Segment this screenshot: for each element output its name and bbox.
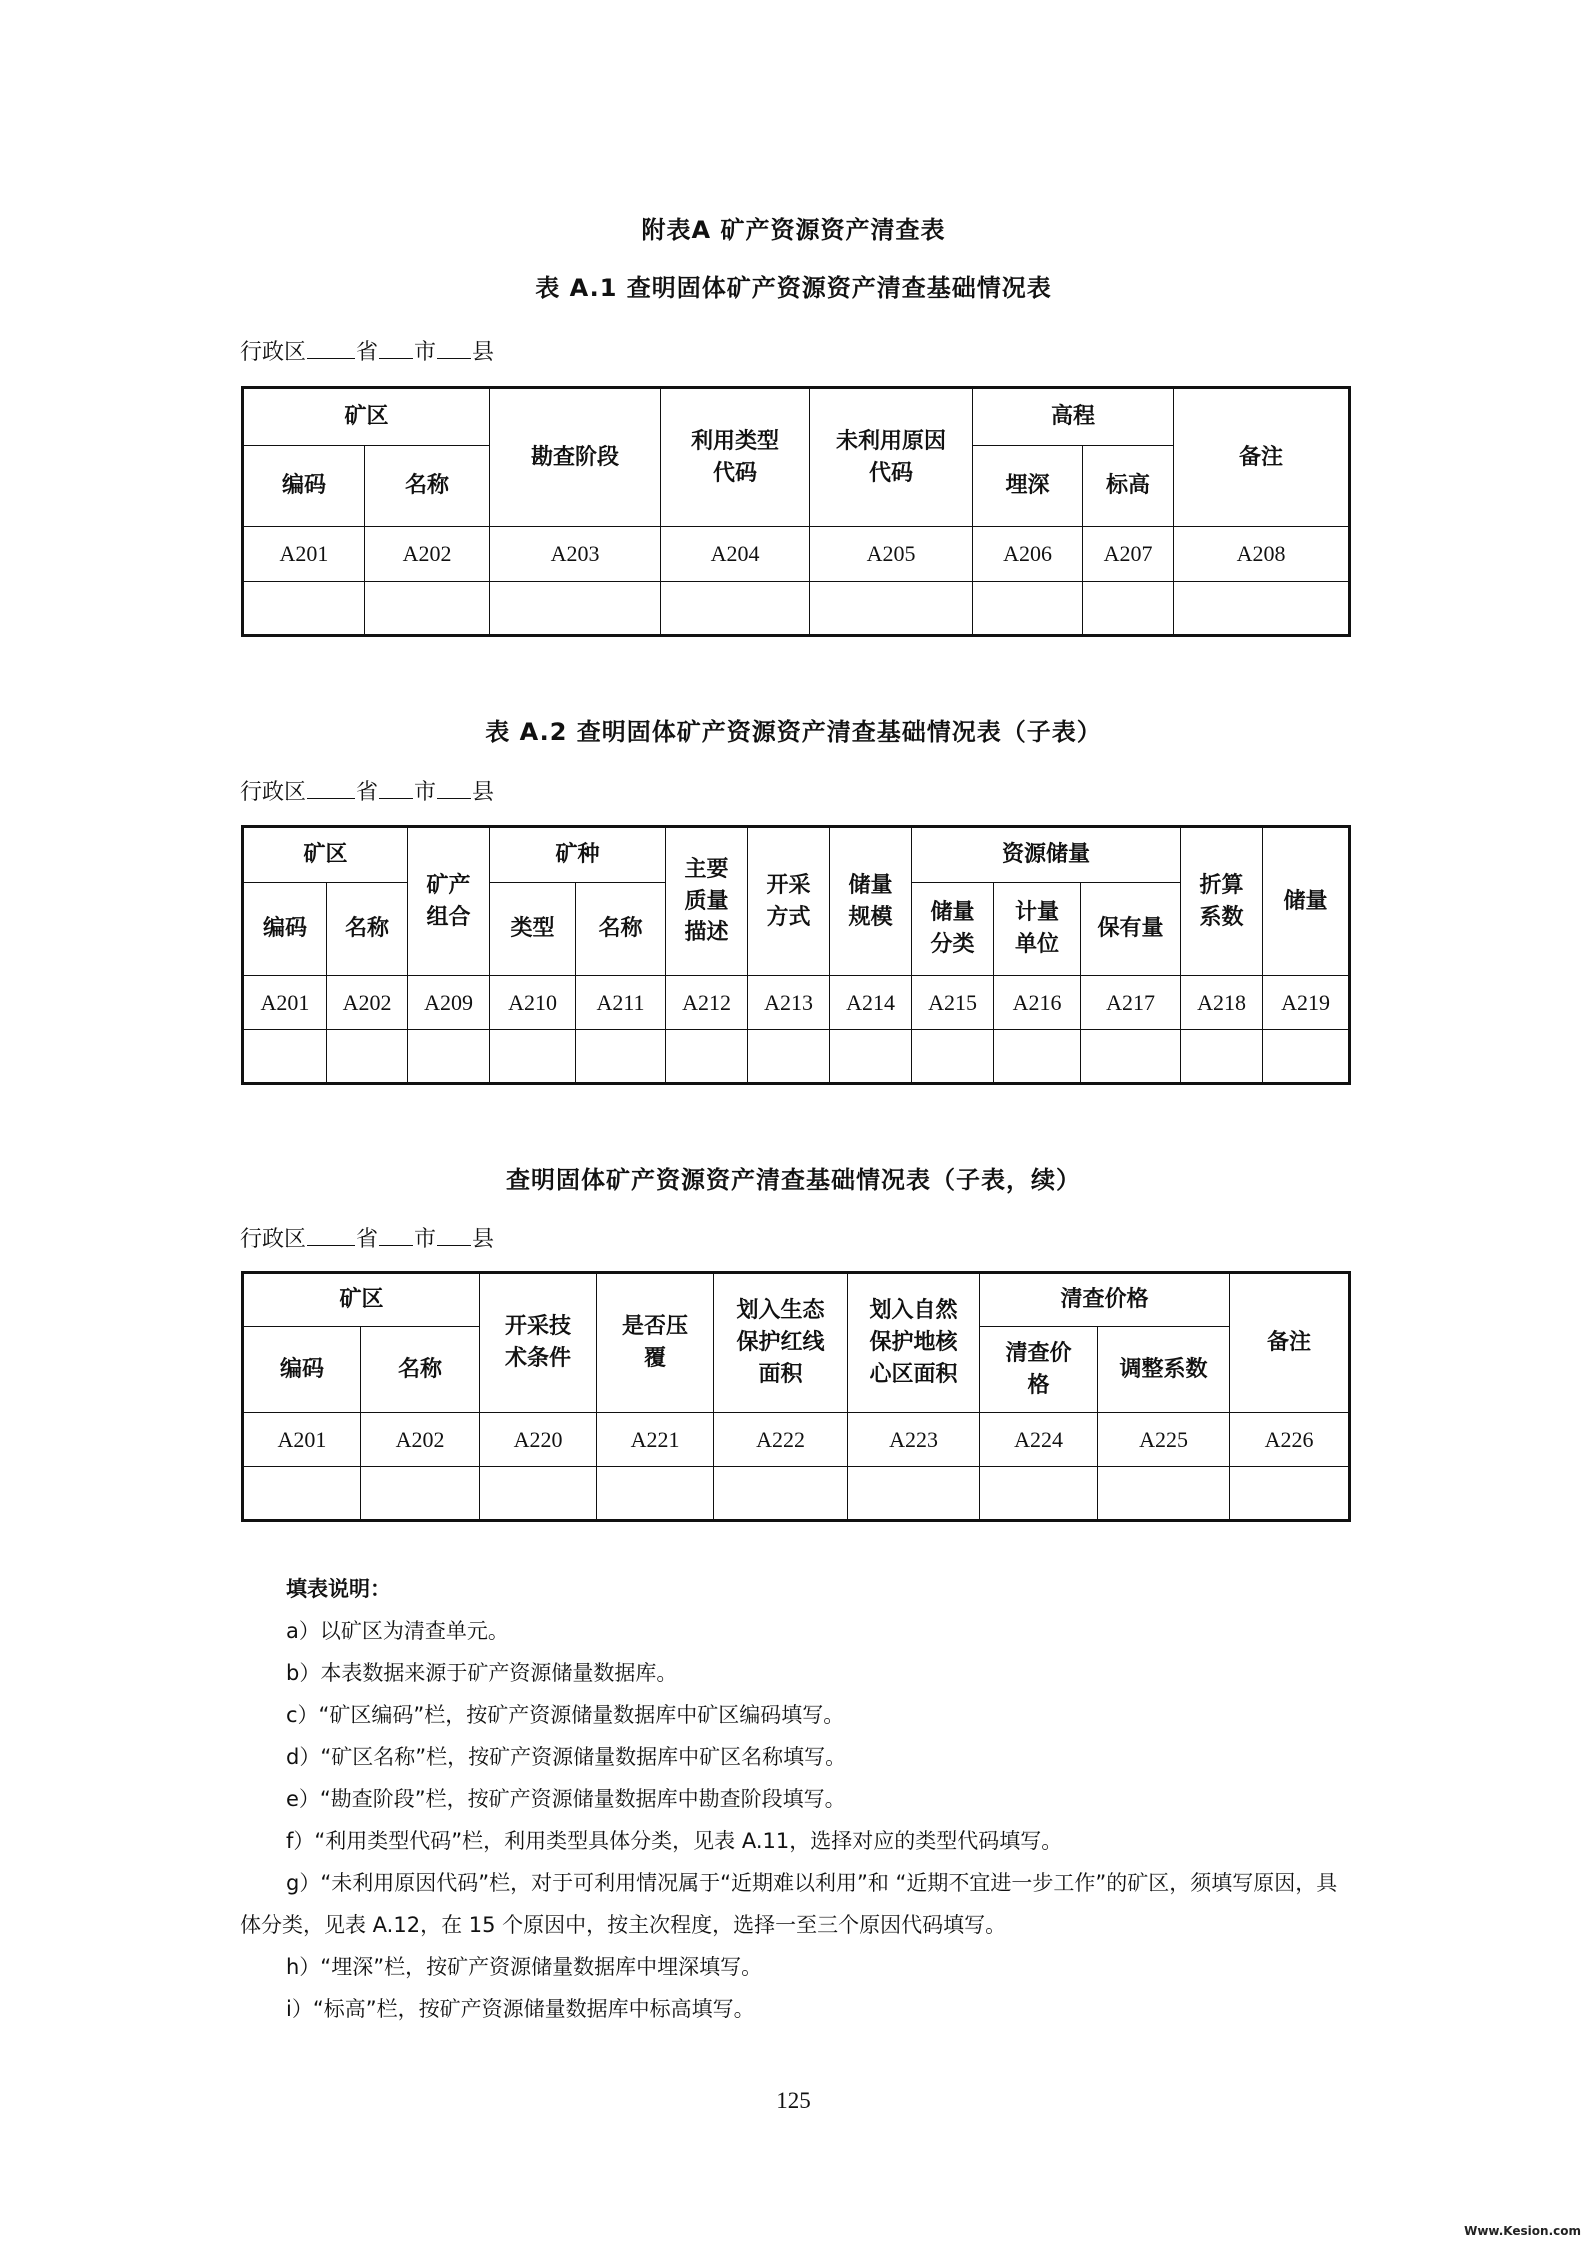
t2-code-cell: A210 bbox=[490, 976, 576, 1030]
province-label: 省 bbox=[356, 340, 379, 365]
t3-header-tiaozheng: 调整系数 bbox=[1098, 1327, 1230, 1413]
table1-title: 表 A.1 查明固体矿产资源资产清查基础情况表 bbox=[535, 274, 1052, 302]
t1-code-cell: A208 bbox=[1174, 527, 1350, 582]
t2-empty-cell[interactable] bbox=[408, 1030, 490, 1084]
t2-empty-cell[interactable] bbox=[748, 1030, 830, 1084]
t1-code-cell: A204 bbox=[661, 527, 810, 582]
table3-title: 查明固体矿产资源资产清查基础情况表（子表，续） bbox=[506, 1166, 1081, 1194]
t1-header-mingcheng: 名称 bbox=[365, 446, 490, 527]
t1-header-kancha: 勘查阶段 bbox=[490, 388, 661, 527]
note-item: d）“矿区名称”栏，按矿产资源储量数据库中矿区名称填写。 bbox=[286, 1745, 847, 1769]
t2-code-cell: A212 bbox=[666, 976, 748, 1030]
t3-header-bianma: 编码 bbox=[243, 1327, 361, 1413]
t1-empty-cell[interactable] bbox=[1174, 582, 1350, 636]
t3-code-cell: A220 bbox=[480, 1413, 597, 1467]
county-label: 县 bbox=[472, 1227, 495, 1252]
t2-empty-row bbox=[243, 1030, 1350, 1084]
t2-empty-cell[interactable] bbox=[1263, 1030, 1350, 1084]
city-blank bbox=[379, 778, 413, 799]
t1-code-cell: A201 bbox=[243, 527, 365, 582]
t3-empty-cell[interactable] bbox=[597, 1467, 714, 1521]
table2-title: 表 A.2 查明固体矿产资源资产清查基础情况表（子表） bbox=[485, 718, 1102, 746]
t1-code-cell: A203 bbox=[490, 527, 661, 582]
table2 bbox=[241, 825, 1351, 1085]
t3-code-cell: A223 bbox=[848, 1413, 980, 1467]
t3-empty-cell[interactable] bbox=[1230, 1467, 1350, 1521]
t2-code-cell: A218 bbox=[1181, 976, 1263, 1030]
t2-code-cell: A214 bbox=[830, 976, 912, 1030]
t3-header-beizhu: 备注 bbox=[1230, 1273, 1350, 1413]
t2-empty-cell[interactable] bbox=[243, 1030, 327, 1084]
t2-header-fenlei: 储量 分类 bbox=[912, 883, 994, 976]
t2-header-kaicai: 开采 方式 bbox=[748, 827, 830, 976]
t1-header-biaogao: 标高 bbox=[1083, 446, 1174, 527]
t2-code-cell: A201 bbox=[243, 976, 327, 1030]
t2-header-ziyuan: 资源储量 bbox=[912, 827, 1181, 883]
table3 bbox=[241, 1271, 1351, 1522]
county-label: 县 bbox=[472, 340, 495, 365]
t2-header-guimo: 储量 规模 bbox=[830, 827, 912, 976]
t1-empty-cell[interactable] bbox=[365, 582, 490, 636]
t2-code-cell: A213 bbox=[748, 976, 830, 1030]
t3-empty-cell[interactable] bbox=[980, 1467, 1098, 1521]
t2-empty-cell[interactable] bbox=[1081, 1030, 1181, 1084]
page-number: 125 bbox=[776, 2088, 811, 2113]
t1-empty-row bbox=[243, 582, 1350, 636]
t2-code-cell: A217 bbox=[1081, 976, 1181, 1030]
t2-code-cell: A211 bbox=[576, 976, 666, 1030]
province-label: 省 bbox=[356, 780, 379, 805]
t2-header-zhesuan: 折算 系数 bbox=[1181, 827, 1263, 976]
t2-header-kuangzhong: 矿种 bbox=[490, 827, 666, 883]
filling-instructions bbox=[240, 1568, 1350, 2030]
t2-code-cell: A209 bbox=[408, 976, 490, 1030]
t2-header-chuliang: 储量 bbox=[1263, 827, 1350, 976]
t1-code-cell: A207 bbox=[1083, 527, 1174, 582]
t3-header-kuangqu: 矿区 bbox=[243, 1273, 480, 1327]
city-label: 市 bbox=[414, 780, 437, 805]
note-item: h）“埋深”栏，按矿产资源储量数据库中埋深填写。 bbox=[286, 1955, 763, 1979]
city-label: 市 bbox=[414, 1227, 437, 1252]
t1-code-cell: A206 bbox=[973, 527, 1083, 582]
watermark: Www.Kesion.com bbox=[1464, 2224, 1581, 2238]
t3-code-cell: A225 bbox=[1098, 1413, 1230, 1467]
city-blank bbox=[379, 1225, 413, 1246]
t2-empty-cell[interactable] bbox=[1181, 1030, 1263, 1084]
t2-header-zuhe: 矿产 组合 bbox=[408, 827, 490, 976]
t1-code-cell: A202 bbox=[365, 527, 490, 582]
note-item: g）“未利用原因代码”栏，对于可利用情况属于“近期难以利用”和 “近期不宜进一步工作”的矿区，须填写原因，具体分类，见表 A.12，在 15 个原因中，按主次程度，选择一至三个原因代码填写。 bbox=[240, 1871, 1338, 1937]
county-blank bbox=[437, 778, 471, 799]
t3-header-qjiage: 清查价 格 bbox=[980, 1327, 1098, 1413]
notes-heading: 填表说明： bbox=[286, 1577, 391, 1601]
t2-header-baoyou: 保有量 bbox=[1081, 883, 1181, 976]
t1-header-gaocheng: 高程 bbox=[973, 388, 1174, 446]
t3-code-cell: A222 bbox=[714, 1413, 848, 1467]
table1 bbox=[241, 386, 1351, 637]
t2-code-cell: A216 bbox=[994, 976, 1081, 1030]
t1-header-kuangqu: 矿区 bbox=[243, 388, 490, 446]
t1-empty-cell[interactable] bbox=[490, 582, 661, 636]
region-label: 行政区 bbox=[240, 340, 307, 365]
county-blank bbox=[437, 338, 471, 359]
t1-code-cell: A205 bbox=[810, 527, 973, 582]
t3-header-jishu: 开采技 术条件 bbox=[480, 1273, 597, 1413]
t3-header-yafu: 是否压 覆 bbox=[597, 1273, 714, 1413]
t3-empty-cell[interactable] bbox=[480, 1467, 597, 1521]
t3-code-cell: A226 bbox=[1230, 1413, 1350, 1467]
note-item: e）“勘查阶段”栏，按矿产资源储量数据库中勘查阶段填写。 bbox=[286, 1787, 846, 1811]
t3-code-cell: A221 bbox=[597, 1413, 714, 1467]
t2-header-zmingcheng: 名称 bbox=[576, 883, 666, 976]
t2-empty-cell[interactable] bbox=[912, 1030, 994, 1084]
appendix-title: 附表A 矿产资源资产清查表 bbox=[641, 216, 946, 244]
county-blank bbox=[437, 1225, 471, 1246]
t2-header-bianma: 编码 bbox=[243, 883, 327, 976]
t2-empty-cell[interactable] bbox=[327, 1030, 408, 1084]
province-blank bbox=[307, 338, 355, 359]
t3-empty-cell[interactable] bbox=[361, 1467, 480, 1521]
t3-header-jiage: 清查价格 bbox=[980, 1273, 1230, 1327]
t2-empty-cell[interactable] bbox=[490, 1030, 576, 1084]
province-blank bbox=[307, 1225, 355, 1246]
t3-empty-cell[interactable] bbox=[1098, 1467, 1230, 1521]
t1-header-weili: 未利用原因 代码 bbox=[810, 388, 973, 527]
t3-header-ziran: 划入自然 保护地核 心区面积 bbox=[848, 1273, 980, 1413]
t3-empty-row bbox=[243, 1467, 1350, 1521]
province-label: 省 bbox=[356, 1227, 379, 1252]
t1-empty-cell[interactable] bbox=[661, 582, 810, 636]
t1-header-liyong: 利用类型 代码 bbox=[661, 388, 810, 527]
t1-empty-cell[interactable] bbox=[243, 582, 365, 636]
t2-header-leixing: 类型 bbox=[490, 883, 576, 976]
t2-empty-cell[interactable] bbox=[994, 1030, 1081, 1084]
city-label: 市 bbox=[414, 340, 437, 365]
t3-header-mingcheng: 名称 bbox=[361, 1327, 480, 1413]
t2-header-mingcheng: 名称 bbox=[327, 883, 408, 976]
t2-header-danwei: 计量 单位 bbox=[994, 883, 1081, 976]
region-label: 行政区 bbox=[240, 1227, 307, 1252]
city-blank bbox=[379, 338, 413, 359]
t3-header-shengtai: 划入生态 保护红线 面积 bbox=[714, 1273, 848, 1413]
region-label: 行政区 bbox=[240, 780, 307, 805]
t2-header-zhiliang: 主要 质量 描述 bbox=[666, 827, 748, 976]
table2-region-line bbox=[240, 775, 494, 806]
t1-empty-cell[interactable] bbox=[810, 582, 973, 636]
t1-empty-cell[interactable] bbox=[973, 582, 1083, 636]
t2-code-cell: A219 bbox=[1263, 976, 1350, 1030]
t2-empty-cell[interactable] bbox=[576, 1030, 666, 1084]
note-item: b）本表数据来源于矿产资源储量数据库。 bbox=[286, 1661, 678, 1685]
t3-empty-cell[interactable] bbox=[714, 1467, 848, 1521]
note-item: a）以矿区为清查单元。 bbox=[286, 1619, 509, 1643]
t3-code-cell: A202 bbox=[361, 1413, 480, 1467]
table3-region-line bbox=[240, 1222, 494, 1253]
t3-empty-cell[interactable] bbox=[243, 1467, 361, 1521]
t2-header-kuangqu: 矿区 bbox=[243, 827, 408, 883]
table1-region-line bbox=[240, 335, 494, 366]
t2-empty-cell[interactable] bbox=[830, 1030, 912, 1084]
t3-empty-cell[interactable] bbox=[848, 1467, 980, 1521]
county-label: 县 bbox=[472, 780, 495, 805]
t2-code-cell: A215 bbox=[912, 976, 994, 1030]
note-item: f）“利用类型代码”栏，利用类型具体分类，见表 A.11，选择对应的类型代码填写。 bbox=[286, 1829, 1063, 1853]
t3-code-cell: A201 bbox=[243, 1413, 361, 1467]
note-item: c）“矿区编码”栏，按矿产资源储量数据库中矿区编码填写。 bbox=[286, 1703, 845, 1727]
t1-header-maishen: 埋深 bbox=[973, 446, 1083, 527]
t3-code-cell: A224 bbox=[980, 1413, 1098, 1467]
province-blank bbox=[307, 778, 355, 799]
t2-empty-cell[interactable] bbox=[666, 1030, 748, 1084]
t1-header-beizhu: 备注 bbox=[1174, 388, 1350, 527]
t1-header-bianma: 编码 bbox=[243, 446, 365, 527]
t2-code-cell: A202 bbox=[327, 976, 408, 1030]
note-item: i）“标高”栏，按矿产资源储量数据库中标高填写。 bbox=[286, 1997, 755, 2021]
t1-empty-cell[interactable] bbox=[1083, 582, 1174, 636]
